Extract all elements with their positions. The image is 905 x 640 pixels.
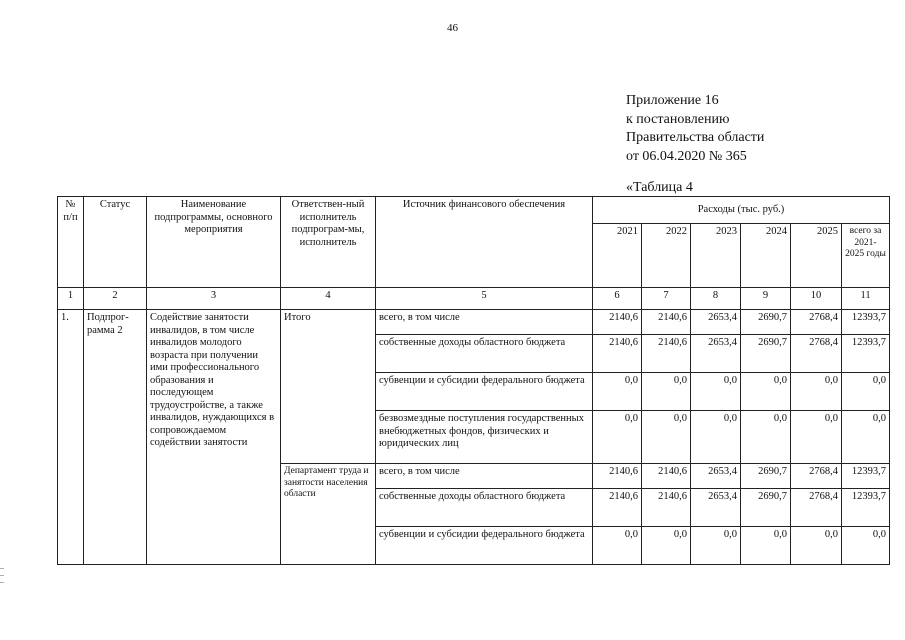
value-cell: 2768,4 [791,310,842,335]
column-number: 10 [791,288,842,310]
value-cell: 0,0 [842,527,890,565]
header-year: 2024 [741,224,791,288]
value-cell: 0,0 [593,373,642,411]
column-number: 1 [58,288,84,310]
value-cell: 2140,6 [642,310,691,335]
value-cell: 2653,4 [691,310,741,335]
value-cell: 2140,6 [593,489,642,527]
value-cell: 2690,7 [741,464,791,489]
source-cell: собственные доходы областного бюджета [376,335,593,373]
appendix-line: от 06.04.2020 № 365 [626,148,747,164]
value-cell: 2690,7 [741,335,791,373]
value-cell: 2768,4 [791,335,842,373]
header-year: 2025 [791,224,842,288]
column-number: 6 [593,288,642,310]
value-cell: 0,0 [593,411,642,464]
value-cell: 0,0 [791,373,842,411]
page-number: 46 [447,22,458,34]
value-cell: 2140,6 [642,489,691,527]
value-cell: 2768,4 [791,464,842,489]
header-year: 2022 [642,224,691,288]
value-cell: 0,0 [691,373,741,411]
executor-cell: Итого [281,310,376,464]
appendix-line: Правительства области [626,130,765,145]
value-cell: 0,0 [642,373,691,411]
executor-cell: Департамент труда и занятости населения области [281,464,376,565]
header-name: Наименование подпрограммы, основного мероприятия [147,197,281,288]
value-cell: 2690,7 [741,310,791,335]
program-name: Содействие занятости инвалидов, в том числе инвалидов молодого возраста при получении ими профессионального образования и последующем трудоустройстве, а также инвалидов, нуждающихся в сопровождаемом содействии занятости [147,310,281,565]
column-number: 11 [842,288,890,310]
value-cell: 0,0 [741,411,791,464]
value-cell: 12393,7 [842,310,890,335]
value-cell: 0,0 [741,373,791,411]
value-cell: 2690,7 [741,489,791,527]
appendix-line: Приложение 16 [626,93,719,108]
value-cell: 0,0 [691,527,741,565]
column-number: 3 [147,288,281,310]
program-status: Подпрог-рамма 2 [84,310,147,565]
value-cell: 2653,4 [691,335,741,373]
column-number: 5 [376,288,593,310]
header-source: Источник финансового обеспечения [376,197,593,288]
column-number: 9 [741,288,791,310]
value-cell: 12393,7 [842,335,890,373]
margin-marks: – – – [0,563,4,586]
value-cell: 2653,4 [691,464,741,489]
value-cell: 0,0 [642,527,691,565]
value-cell: 0,0 [691,411,741,464]
header-year: 2023 [691,224,741,288]
column-number: 7 [642,288,691,310]
source-cell: собственные доходы областного бюджета [376,489,593,527]
source-cell: субвенции и субсидии федерального бюджета [376,527,593,565]
header-total: всего за 2021-2025 годы [842,224,890,288]
header-status: Статус [84,197,147,288]
header-executor: Ответствен-ный исполнитель подпрограм-мы, исполнитель [281,197,376,288]
value-cell: 0,0 [842,373,890,411]
source-cell: безвозмездные поступления государственных внебюджетных фондов, физических и юридических лиц [376,411,593,464]
value-cell: 2140,6 [593,335,642,373]
program-number: 1. [58,310,84,565]
header-year: 2021 [593,224,642,288]
table-caption: «Таблица 4 [626,180,693,195]
value-cell: 2768,4 [791,489,842,527]
header-expenses: Расходы (тыс. руб.) [593,197,890,224]
value-cell: 12393,7 [842,464,890,489]
value-cell: 2140,6 [593,310,642,335]
column-number-row [58,288,890,310]
source-cell: всего, в том числе [376,310,593,335]
value-cell: 2140,6 [593,464,642,489]
value-cell: 2653,4 [691,489,741,527]
source-cell: субвенции и субсидии федерального бюджета [376,373,593,411]
value-cell: 0,0 [741,527,791,565]
table-row [58,310,890,335]
appendix-block [626,92,764,166]
appendix-line: к постановлению [626,111,730,127]
source-cell: всего, в том числе [376,464,593,489]
column-number: 2 [84,288,147,310]
value-cell: 2140,6 [642,335,691,373]
value-cell: 0,0 [842,411,890,464]
value-cell: 0,0 [593,527,642,565]
column-number: 8 [691,288,741,310]
value-cell: 2140,6 [642,464,691,489]
financing-table [57,196,890,565]
value-cell: 0,0 [791,411,842,464]
value-cell: 0,0 [791,527,842,565]
value-cell: 0,0 [642,411,691,464]
header-num: № п/п [58,197,84,288]
value-cell: 12393,7 [842,489,890,527]
column-number: 4 [281,288,376,310]
